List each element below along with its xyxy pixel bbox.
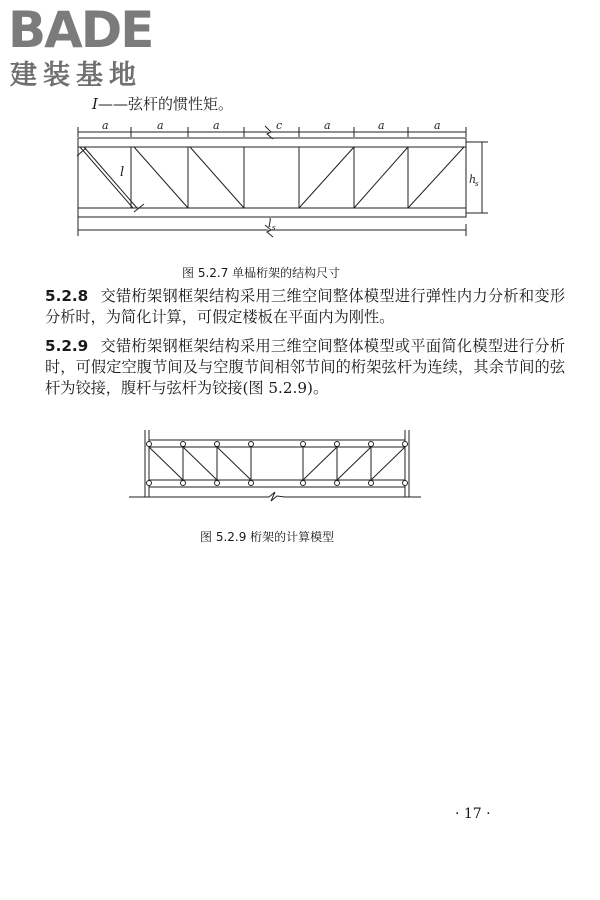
logo-subtitle: 建装基地	[10, 60, 142, 91]
dim-c: c	[276, 119, 283, 132]
dim-a-1: a	[102, 119, 109, 132]
page-number: · 17 ·	[455, 806, 491, 822]
section-529-number: 5.2.9	[45, 337, 89, 355]
section-528	[45, 286, 565, 328]
height-sub: s	[475, 180, 479, 188]
section-528-number: 5.2.8	[45, 287, 89, 305]
truss-dimension-diagram	[60, 118, 510, 248]
figure-529-caption: 图 5.2.9 桁架的计算模型	[200, 530, 335, 544]
section-529	[45, 336, 565, 399]
truss-calculation-model-diagram	[125, 422, 425, 507]
inertia-note-text: ——弦杆的惯性矩。	[97, 95, 233, 113]
section-528-text: 交错桁架钢框架结构采用三维空间整体模型进行弹性内力分析和变形分析时，为简化计算，可假定楼板在平面内为刚性。	[45, 287, 565, 326]
dim-a-2: a	[157, 119, 164, 132]
dim-a-5: a	[378, 119, 385, 132]
span-sub: s	[272, 224, 276, 232]
dim-a-4: a	[324, 119, 331, 132]
figure-527-caption: 图 5.2.7 单榀桁架的结构尺寸	[182, 266, 341, 280]
inertia-symbol: I	[92, 95, 98, 113]
logo-wordmark: BADE	[8, 1, 153, 59]
member-length-label: l	[120, 165, 125, 180]
section-529-text: 交错桁架钢框架结构采用三维空间整体模型或平面简化模型进行分析时，可假定空腹节间及与空腹节间相邻节间的桁架弦杆为连续，其余节间的弦杆为铰接，腹杆与弦杆为铰接(图 5.2.9)。	[45, 337, 565, 397]
dim-a-6: a	[434, 119, 441, 132]
height-label: h	[469, 173, 477, 186]
dim-a-3: a	[213, 119, 220, 132]
bade-logo	[8, 2, 183, 97]
span-label: l	[268, 217, 272, 230]
inertia-moment-note	[92, 93, 233, 114]
